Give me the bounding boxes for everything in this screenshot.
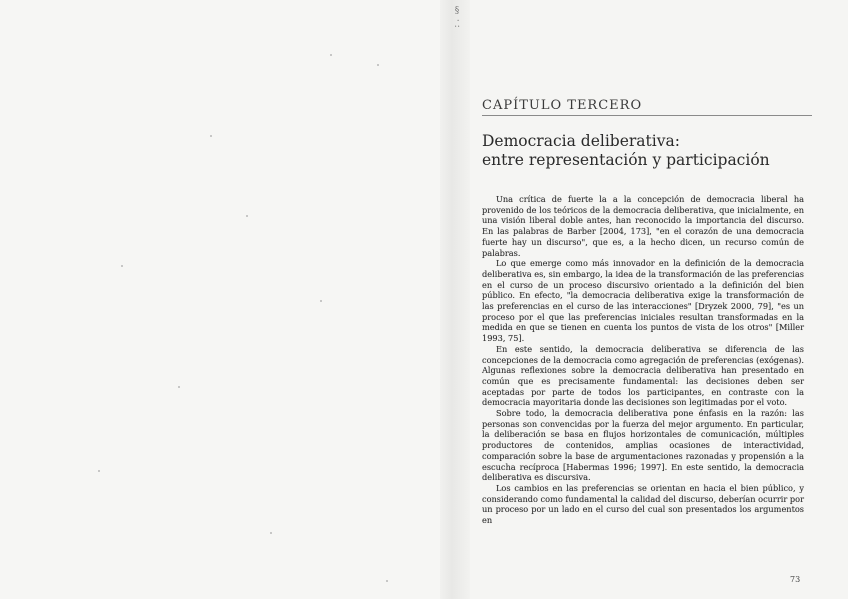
paragraph: En este sentido, la democracia deliberativa se diferencia de las concepciones de la democracia como agregación de preferencias (exógenas). Algunas reflexiones sobre la democracia deliberativa han presentado en común que es precisamente fundamental: las decisiones deben ser aceptadas por parte de todos los participantes, en contraste con la democracia mayoritaria donde las decisiones son legitimadas por el voto. [482,343,804,408]
chapter-title-line-2: entre representación y participación [482,151,770,169]
paragraph: Una crítica de fuerte la a la concepción de democracia liberal ha provenido de los teóricos de la democracia deliberativa, que inicialmente, en una visión liberal doble antes, han reconocido la importancia del discurso. En las palabras de Barber [2004, 173], "en el corazón de una democracia fuerte hay un discurso", que es, a la hecho dicen, un recurso común de palabras. [482,194,804,258]
scan-speck [121,265,123,267]
chapter-label: CAPÍTULO TERCERO [482,98,643,113]
scan-speck [330,54,332,56]
paragraph: Sobre todo, la democracia deliberativa pone énfasis en la razón: las personas son convencidas por la fuerza del mejor argumento. En particular, la deliberación se basa en flujos horizontales de comunicación, múltiples productores de contenidos, amplias ocasiones de interactividad, comparación sobre la base de argumentaciones razonadas y propensión a la escucha recíproca [Habermas 1996; 1997]. En este sentido, la democracia deliberativa es discursiva. [482,408,804,483]
scan-speck [246,215,248,217]
scan-speck [98,470,100,472]
page-number: 73 [790,575,801,584]
body-text [482,194,804,526]
scan-speck [178,386,180,388]
chapter-title [482,132,812,170]
scan-speck [320,300,322,302]
chapter-title-line-1: Democracia deliberativa: [482,132,680,150]
scan-speck [386,580,388,582]
gutter-mark-text: § · : [452,6,462,28]
scan-speck [270,532,272,534]
paragraph: Los cambios en las preferencias se orientan en hacia el bien público, y considerando como fundamental la calidad del discurso, deberían ocurrir por un proceso por un lado en el curso del cual son presentados los argumentos en [482,482,804,526]
paragraph: Lo que emerge como más innovador en la definición de la democracia deliberativa es, sin embargo, la idea de la transformación de las preferencias en el curso de un proceso discursivo orientado a la definición del bien público. En efecto, "la democracia deliberativa exige la transformación de las preferencias en el curso de las interacciones" [Dryzek 2000, 79], "es un proceso por el que las preferencias iniciales resultan transformadas en la medida en que se tienen en cuenta los puntos de vista de los otros" [Miller 1993, 75]. [482,258,804,344]
scan-speck [377,64,379,66]
gutter-marks [452,6,466,596]
chapter-header [482,98,812,116]
scan-speck [210,135,212,137]
